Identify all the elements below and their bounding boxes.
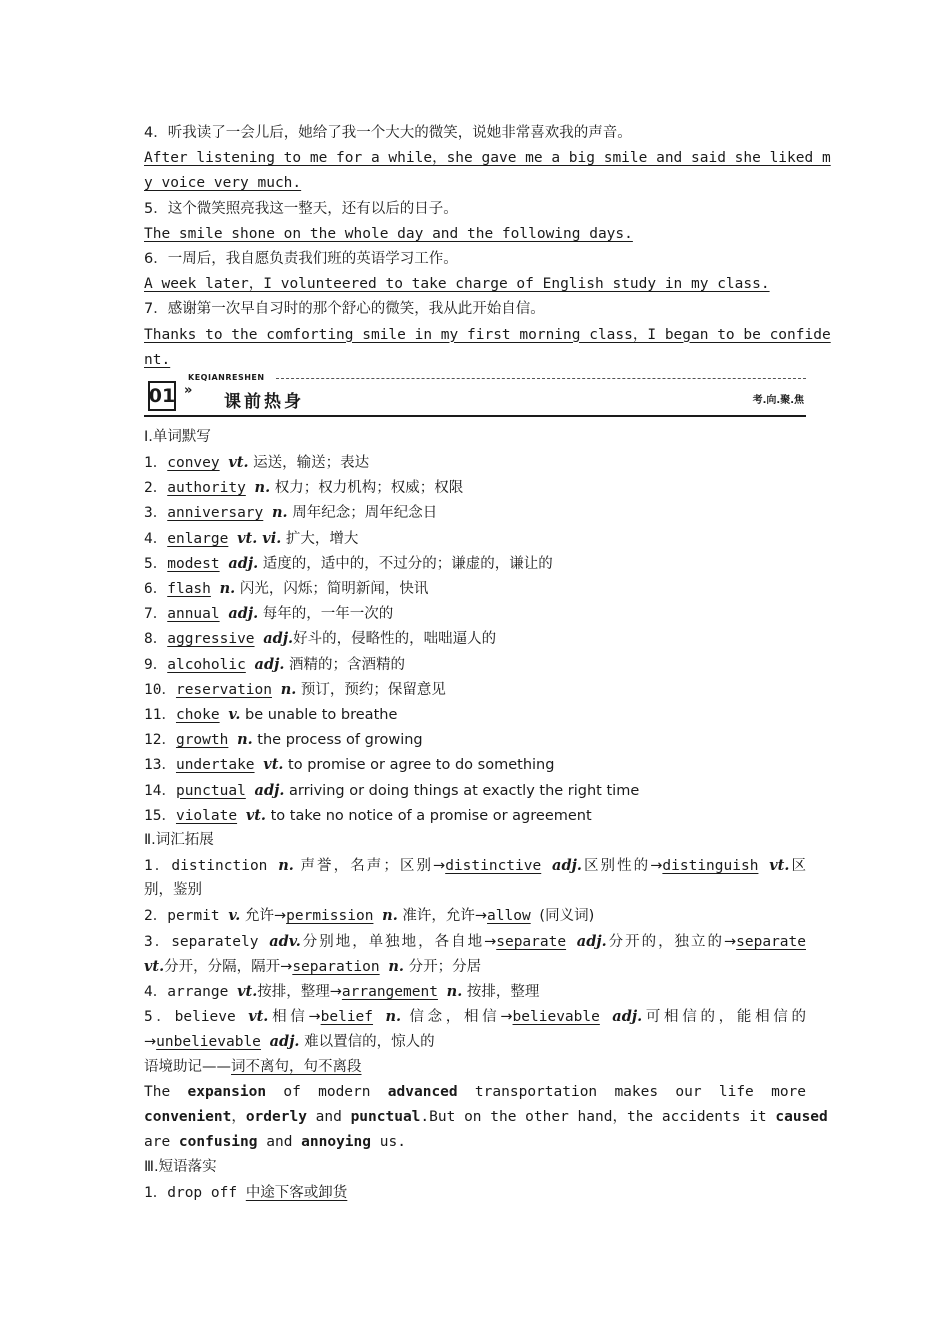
part-of-speech: vt.	[245, 806, 266, 824]
passage-keyword: confusing	[178, 1134, 258, 1151]
vocab-item	[144, 727, 806, 752]
item-number: 10．	[144, 681, 176, 698]
vocab-item	[144, 526, 806, 551]
answer-word: enlarge	[167, 530, 229, 547]
item-text: 区别性的→	[581, 858, 663, 875]
section-tag: 考.向.聚.焦	[752, 394, 804, 406]
document-page	[144, 121, 831, 1206]
passage-text: ，	[231, 1108, 246, 1125]
item-text: 信念，相信→	[401, 1009, 513, 1026]
passage-text: are	[144, 1134, 179, 1151]
answer-word: violate	[175, 807, 238, 824]
answer-word: annual	[167, 606, 220, 623]
item-text: 难以置信的，惊人的	[299, 1034, 435, 1051]
expansion-item-3-cont	[144, 954, 806, 979]
vocab-item	[144, 778, 806, 803]
part-of-speech: vt. vi.	[237, 529, 282, 547]
part-of-speech: adj.	[612, 1008, 643, 1026]
passage-text: and	[257, 1134, 302, 1151]
part-of-speech: n.	[385, 1008, 402, 1026]
part-of-speech: v.	[228, 705, 241, 723]
item-number: 1．	[144, 455, 168, 472]
item-text: 分别地，单独地，各自地→	[300, 933, 497, 950]
passage-line-1	[144, 1080, 806, 1105]
part-of-speech: adj.	[228, 554, 259, 572]
vocab-item	[144, 677, 806, 702]
item-text: 分开的，独立的→	[606, 933, 737, 950]
item-number: 2．	[144, 480, 168, 497]
answer-word: belief	[320, 1009, 374, 1026]
answer-word: flash	[167, 581, 211, 597]
answer-word: permission	[286, 908, 374, 925]
section-1-heading: Ⅰ.单词默写	[144, 428, 211, 445]
vocab-list	[144, 450, 806, 828]
answer-word: growth	[175, 732, 229, 749]
answer-word: anniversary	[167, 505, 264, 522]
definition: to promise or agree to do something	[283, 757, 555, 774]
part-of-speech: n.	[382, 907, 398, 925]
sentence-7-english-line-1	[144, 323, 831, 348]
passage-text: The	[144, 1083, 188, 1100]
sentence-7-chinese: 7．感谢第一次早自习时的那个舒心的微笑，我从此开始自信。	[144, 301, 545, 318]
answer-phrase: 中途下客或卸货	[245, 1184, 348, 1201]
item-number: 12．	[144, 732, 176, 749]
part-of-speech: adj.	[576, 932, 607, 950]
item-text: (同义词)	[539, 908, 595, 925]
part-of-speech: adj.	[269, 1033, 300, 1051]
expansion-item-4	[144, 979, 806, 1004]
banner-rule	[144, 415, 806, 417]
part-of-speech: n.	[219, 580, 236, 597]
expansion-item-5-cont	[144, 1029, 806, 1054]
sentence-5-chinese: 5．这个微笑照亮我这一整天，还有以后的日子。	[144, 200, 458, 217]
section-number-badge: 01	[148, 381, 176, 411]
definition: 好斗的，侵略性的，咄咄逼人的	[293, 631, 497, 648]
answer-word: distinguish	[662, 858, 759, 875]
sentence-7-english-line-2	[144, 348, 806, 373]
item-number: 13．	[144, 757, 176, 774]
definition: 每年的，一年一次的	[258, 606, 394, 623]
passage-text: of modern	[266, 1083, 388, 1100]
part-of-speech: adj.	[263, 630, 294, 648]
part-of-speech: vt.	[237, 983, 258, 1000]
part-of-speech: vt.	[263, 756, 284, 774]
expansion-item-1	[144, 853, 806, 878]
sentence-4-english-line-2	[144, 171, 806, 196]
answer-word: reservation	[175, 681, 272, 698]
expansion-item-3	[144, 929, 806, 954]
vocab-item	[144, 551, 806, 576]
sentence-6-chinese: 6．一周后，我自愿负责我们班的英语学习工作。	[144, 250, 458, 267]
sentence-6-english	[144, 272, 806, 297]
part-of-speech: n.	[280, 680, 297, 698]
item-text: 允许→	[240, 908, 287, 925]
passage-keyword: annoying	[301, 1134, 371, 1151]
sentence-5-answer: The smile shone on the whole day and the following days.	[144, 225, 633, 242]
part-of-speech: vt.	[248, 1008, 269, 1026]
vocab-item	[144, 450, 806, 475]
item-number: 3．	[144, 505, 168, 522]
vocab-item	[144, 500, 806, 525]
section-2-heading: Ⅱ.词汇拓展	[144, 831, 214, 848]
answer-word: unbelievable	[156, 1034, 261, 1051]
item-text: 2．permit	[144, 908, 229, 925]
passage-line-2	[144, 1105, 828, 1130]
definition: 预订，预约；保留意见	[296, 681, 446, 698]
passage-text: .But on the other hand，the accidents it	[420, 1108, 776, 1125]
definition: 闪光，闪烁；简明新闻，快讯	[235, 581, 429, 597]
answer-word: authority	[167, 480, 246, 497]
part-of-speech: vt.	[769, 857, 790, 875]
item-number: 5．	[144, 555, 168, 572]
sentence-4-chinese: 4．听我读了一会儿后，她给了我一个大大的微笑，说她非常喜欢我的声音。	[144, 125, 632, 141]
vocab-item	[144, 601, 806, 626]
double-chevron-icon: »	[184, 382, 193, 398]
answer-word: distinctive	[445, 858, 542, 875]
passage-text: transportation makes our life more	[457, 1083, 807, 1100]
part-of-speech: adj.	[254, 655, 285, 673]
item-number: 11．	[144, 706, 176, 723]
definition: 周年纪念；周年纪念日	[287, 505, 438, 522]
definition: 酒精的；含酒精的	[284, 656, 405, 673]
vocab-item	[144, 803, 806, 828]
part-of-speech: n.	[388, 957, 404, 975]
item-text: 按排，整理	[462, 984, 540, 1000]
context-label: 语境助记——	[144, 1058, 231, 1075]
vocab-item	[144, 576, 806, 601]
passage-keyword: advanced	[387, 1083, 458, 1100]
sentence-4-answer-cont: y voice very much.	[144, 175, 302, 192]
vocab-item	[144, 652, 806, 677]
part-of-speech: adj.	[228, 605, 259, 623]
answer-word: modest	[167, 555, 220, 572]
sentence-4-answer: After listening to me for a while，she gave me a big smile and said she liked m	[144, 150, 831, 167]
answer-word: arrangement	[341, 984, 438, 1000]
vocab-item	[144, 752, 806, 777]
part-of-speech: n.	[254, 479, 271, 497]
section-title: 课前热身	[224, 391, 304, 412]
part-of-speech: vt.	[228, 454, 249, 472]
item-text: 3．separately	[144, 933, 270, 950]
definition: 适度的，适中的，不过分的；谦虚的，谦让的	[258, 555, 553, 572]
section-3-heading: Ⅲ.短语落实	[144, 1159, 217, 1176]
definition: 扩大，增大	[281, 530, 359, 547]
sentence-7-answer-cont: nt.	[144, 351, 171, 368]
passage-keyword: caused	[775, 1108, 828, 1125]
item-text: 4．arrange	[144, 984, 238, 1000]
item-text: 声誉，名声；区别→	[293, 858, 446, 875]
answer-word: alcoholic	[167, 656, 246, 673]
passage-text: us.	[371, 1134, 406, 1151]
sentence-6-answer: A week later，I volunteered to take charge of English study in my class.	[144, 276, 770, 293]
item-text: 分开，分隔，隔开→	[164, 958, 293, 975]
item-text: 按排，整理→	[257, 984, 342, 1000]
expansion-item-5	[144, 1004, 806, 1029]
vocab-item	[144, 475, 806, 500]
expansion-item-2	[144, 903, 806, 928]
item-text: 可相信的，能相信的	[642, 1009, 806, 1026]
item-number: 9．	[144, 656, 168, 673]
vocab-item	[144, 702, 806, 727]
definition: 权力；权力机构；权威；权限	[270, 480, 464, 497]
sentence-4-english-line-1	[144, 146, 831, 171]
definition: 运送，输送；表达	[248, 455, 370, 472]
sentence-7-answer: Thanks to the comforting smile in my first morning class，I began to be confide	[144, 326, 831, 343]
passage-keyword: punctual	[350, 1108, 421, 1125]
part-of-speech: v.	[228, 907, 241, 925]
item-number: 8．	[144, 631, 168, 648]
item-text: 准许，允许→	[397, 908, 488, 925]
banner-dashed-rule	[276, 378, 806, 379]
part-of-speech: n.	[278, 857, 294, 875]
definition: arriving or doing things at exactly the right time	[284, 782, 640, 799]
expansion-item-1-cont: 别，鉴别	[144, 882, 202, 899]
definition: to take no notice of a promise or agreement	[265, 807, 592, 824]
part-of-speech: n.	[272, 504, 288, 522]
answer-word: separate	[736, 933, 806, 950]
answer-word: aggressive	[167, 631, 255, 648]
passage-line-3	[144, 1130, 806, 1155]
part-of-speech: vt.	[144, 957, 165, 975]
passage-keyword: convenient	[144, 1108, 232, 1125]
passage-keyword: expansion	[187, 1083, 267, 1100]
section-pinyin: KEQIANRESHEN	[188, 372, 265, 382]
answer-word: undertake	[175, 757, 255, 774]
item-text: →	[144, 1034, 157, 1051]
passage-text: and	[306, 1108, 351, 1125]
item-text: 5．believe	[144, 1009, 249, 1026]
definition: the process of growing	[252, 732, 423, 749]
vocab-item	[144, 626, 806, 651]
part-of-speech: n.	[446, 983, 463, 1000]
item-number: 15．	[144, 807, 176, 824]
item-text: 区	[789, 858, 806, 875]
answer-word: believable	[512, 1009, 600, 1026]
phrase-item-1	[144, 1181, 806, 1206]
item-text: 分开；分居	[403, 958, 482, 975]
definition: be unable to breathe	[240, 706, 398, 723]
phrase-text: 1．drop off	[144, 1184, 246, 1201]
item-number: 14．	[144, 782, 176, 799]
item-number: 7．	[144, 606, 168, 623]
item-number: 4．	[144, 530, 168, 547]
section-banner	[144, 372, 806, 417]
answer-word: allow	[487, 908, 531, 925]
answer-word: choke	[175, 706, 220, 723]
answer-word: separate	[496, 933, 567, 950]
sentence-5-english	[144, 222, 806, 247]
part-of-speech: adv.	[269, 932, 301, 950]
item-text: 相信→	[268, 1009, 321, 1026]
part-of-speech: n.	[237, 731, 253, 749]
answer-word: convey	[167, 455, 220, 472]
item-text: 1．distinction	[144, 858, 279, 875]
passage-keyword: orderly	[245, 1108, 307, 1125]
context-memory-label	[144, 1055, 806, 1080]
answer-word: punctual	[175, 782, 246, 799]
answer-word: separation	[292, 958, 380, 975]
part-of-speech: adj.	[254, 781, 285, 799]
context-label-underlined: 词不离句，句不离段	[231, 1058, 362, 1075]
item-number: 6．	[144, 581, 168, 597]
part-of-speech: adj.	[552, 857, 582, 875]
